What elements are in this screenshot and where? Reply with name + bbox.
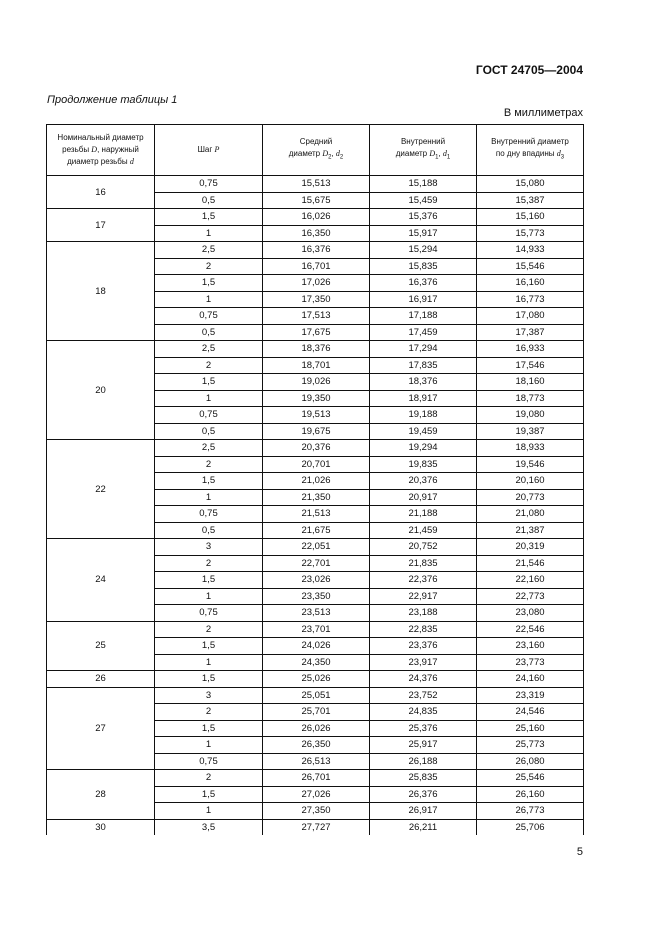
pitch-diameter-cell: 27,727: [263, 819, 370, 835]
pitch-diameter-cell: 21,350: [263, 489, 370, 506]
table-row: [47, 687, 584, 704]
nominal-diameter-cell: 16: [47, 176, 155, 209]
pitch-diameter-cell: 16,376: [263, 242, 370, 259]
minor-diameter-cell: 17,835: [370, 357, 477, 374]
root-diameter-cell: 21,080: [477, 506, 584, 523]
root-diameter-cell: 17,546: [477, 357, 584, 374]
pitch-cell: 0,75: [155, 753, 263, 770]
pitch-cell: 0,75: [155, 407, 263, 424]
pitch-diameter-cell: 26,350: [263, 737, 370, 754]
nominal-diameter-cell: 17: [47, 209, 155, 242]
table-header-row: [47, 125, 584, 176]
pitch-diameter-cell: 26,701: [263, 770, 370, 787]
pitch-cell: 1: [155, 489, 263, 506]
continuation-label: Продолжение таблицы 1: [47, 94, 178, 106]
minor-diameter-cell: 17,459: [370, 324, 477, 341]
pitch-diameter-cell: 27,350: [263, 803, 370, 820]
minor-diameter-cell: 20,917: [370, 489, 477, 506]
pitch-cell: 1: [155, 654, 263, 671]
pitch-cell: 2: [155, 258, 263, 275]
pitch-diameter-cell: 20,376: [263, 440, 370, 457]
pitch-diameter-cell: 17,026: [263, 275, 370, 292]
pitch-cell: 2: [155, 621, 263, 638]
pitch-diameter-cell: 15,513: [263, 176, 370, 193]
root-diameter-cell: 15,546: [477, 258, 584, 275]
table-row: [47, 341, 584, 358]
nominal-diameter-cell: 20: [47, 341, 155, 440]
pitch-cell: 1: [155, 291, 263, 308]
minor-diameter-cell: 16,917: [370, 291, 477, 308]
pitch-cell: 1,5: [155, 209, 263, 226]
minor-diameter-cell: 15,835: [370, 258, 477, 275]
pitch-diameter-cell: 19,675: [263, 423, 370, 440]
table-row: [47, 770, 584, 787]
pitch-diameter-cell: 23,701: [263, 621, 370, 638]
minor-diameter-cell: 25,835: [370, 770, 477, 787]
minor-diameter-cell: 21,188: [370, 506, 477, 523]
root-diameter-cell: 20,319: [477, 539, 584, 556]
nominal-diameter-cell: 27: [47, 687, 155, 770]
pitch-cell: 0,5: [155, 324, 263, 341]
minor-diameter-cell: 17,294: [370, 341, 477, 358]
table-row: [47, 242, 584, 259]
pitch-cell: 2,5: [155, 341, 263, 358]
pitch-diameter-cell: 26,513: [263, 753, 370, 770]
pitch-diameter-cell: 24,350: [263, 654, 370, 671]
units-label: В миллиметрах: [503, 107, 583, 119]
root-diameter-cell: 26,080: [477, 753, 584, 770]
minor-diameter-cell: 15,294: [370, 242, 477, 259]
minor-diameter-cell: 15,917: [370, 225, 477, 242]
root-diameter-cell: 21,387: [477, 522, 584, 539]
table-row: [47, 209, 584, 226]
root-diameter-cell: 18,933: [477, 440, 584, 457]
root-diameter-cell: 14,933: [477, 242, 584, 259]
pitch-cell: 0,75: [155, 308, 263, 325]
minor-diameter-cell: 15,459: [370, 192, 477, 209]
pitch-cell: 1: [155, 588, 263, 605]
root-diameter-cell: 22,546: [477, 621, 584, 638]
minor-diameter-cell: 23,376: [370, 638, 477, 655]
nominal-diameter-cell: 18: [47, 242, 155, 341]
pitch-diameter-cell: 17,675: [263, 324, 370, 341]
pitch-cell: 0,5: [155, 522, 263, 539]
pitch-diameter-cell: 16,350: [263, 225, 370, 242]
nominal-diameter-cell: 25: [47, 621, 155, 671]
nominal-diameter-cell: 30: [47, 819, 155, 835]
nominal-diameter-cell: 26: [47, 671, 155, 688]
pitch-diameter-cell: 18,376: [263, 341, 370, 358]
pitch-diameter-cell: 21,026: [263, 473, 370, 490]
minor-diameter-cell: 19,294: [370, 440, 477, 457]
root-diameter-cell: 25,773: [477, 737, 584, 754]
pitch-cell: 0,75: [155, 605, 263, 622]
root-diameter-cell: 24,546: [477, 704, 584, 721]
minor-diameter-cell: 25,376: [370, 720, 477, 737]
minor-diameter-cell: 19,835: [370, 456, 477, 473]
minor-diameter-cell: 21,835: [370, 555, 477, 572]
pitch-cell: 2: [155, 704, 263, 721]
root-diameter-cell: 16,160: [477, 275, 584, 292]
pitch-cell: 1: [155, 225, 263, 242]
root-diameter-cell: 19,080: [477, 407, 584, 424]
table-row: [47, 621, 584, 638]
pitch-diameter-cell: 23,513: [263, 605, 370, 622]
pitch-cell: 2,5: [155, 242, 263, 259]
header-minor-diameter: Внутренний диаметр $D_1$, $d_1$: [370, 125, 477, 176]
minor-diameter-cell: 26,211: [370, 819, 477, 835]
minor-diameter-cell: 18,376: [370, 374, 477, 391]
pitch-diameter-cell: 18,701: [263, 357, 370, 374]
minor-diameter-cell: 20,752: [370, 539, 477, 556]
table-row: [47, 176, 584, 193]
table-row: [47, 671, 584, 688]
pitch-cell: 3,5: [155, 819, 263, 835]
minor-diameter-cell: 26,188: [370, 753, 477, 770]
pitch-cell: 0,75: [155, 506, 263, 523]
header-pitch: Шаг P: [155, 125, 263, 176]
root-diameter-cell: 26,160: [477, 786, 584, 803]
root-diameter-cell: 24,160: [477, 671, 584, 688]
pitch-diameter-cell: 19,026: [263, 374, 370, 391]
root-diameter-cell: 17,387: [477, 324, 584, 341]
header-pitch-diameter: Средний диаметр $D_2$, $d_2$: [263, 125, 370, 176]
pitch-diameter-cell: 16,026: [263, 209, 370, 226]
pitch-cell: 1,5: [155, 786, 263, 803]
table-body: [47, 176, 584, 836]
pitch-diameter-cell: 21,513: [263, 506, 370, 523]
minor-diameter-cell: 23,188: [370, 605, 477, 622]
pitch-cell: 0,5: [155, 423, 263, 440]
pitch-diameter-cell: 24,026: [263, 638, 370, 655]
minor-diameter-cell: 20,376: [370, 473, 477, 490]
minor-diameter-cell: 26,376: [370, 786, 477, 803]
root-diameter-cell: 15,773: [477, 225, 584, 242]
pitch-cell: 1: [155, 737, 263, 754]
pitch-cell: 0,75: [155, 176, 263, 193]
minor-diameter-cell: 24,376: [370, 671, 477, 688]
root-diameter-cell: 23,160: [477, 638, 584, 655]
pitch-cell: 2: [155, 770, 263, 787]
pitch-diameter-cell: 17,513: [263, 308, 370, 325]
minor-diameter-cell: 22,917: [370, 588, 477, 605]
pitch-cell: 0,5: [155, 192, 263, 209]
root-diameter-cell: 16,773: [477, 291, 584, 308]
pitch-diameter-cell: 27,026: [263, 786, 370, 803]
minor-diameter-cell: 17,188: [370, 308, 477, 325]
pitch-diameter-cell: 22,051: [263, 539, 370, 556]
root-diameter-cell: 21,546: [477, 555, 584, 572]
pitch-diameter-cell: 17,350: [263, 291, 370, 308]
minor-diameter-cell: 24,835: [370, 704, 477, 721]
root-diameter-cell: 25,706: [477, 819, 584, 835]
pitch-cell: 1,5: [155, 473, 263, 490]
pitch-cell: 1,5: [155, 374, 263, 391]
pitch-cell: 1: [155, 390, 263, 407]
root-diameter-cell: 20,160: [477, 473, 584, 490]
root-diameter-cell: 18,773: [477, 390, 584, 407]
root-diameter-cell: 15,160: [477, 209, 584, 226]
nominal-diameter-cell: 28: [47, 770, 155, 820]
page-number: 5: [576, 846, 583, 858]
root-diameter-cell: 23,773: [477, 654, 584, 671]
table-row: [47, 539, 584, 556]
pitch-cell: 1,5: [155, 572, 263, 589]
table-row: [47, 440, 584, 457]
pitch-cell: 1: [155, 803, 263, 820]
thread-diameter-table: [46, 124, 584, 835]
pitch-cell: 1,5: [155, 671, 263, 688]
header-nominal-diameter: Номинальный диаметр резьбы D, наружный диаметр резьбы d: [47, 125, 155, 176]
pitch-diameter-cell: 23,026: [263, 572, 370, 589]
minor-diameter-cell: 15,376: [370, 209, 477, 226]
minor-diameter-cell: 21,459: [370, 522, 477, 539]
minor-diameter-cell: 23,917: [370, 654, 477, 671]
pitch-cell: 1,5: [155, 638, 263, 655]
pitch-diameter-cell: 15,675: [263, 192, 370, 209]
root-diameter-cell: 23,319: [477, 687, 584, 704]
minor-diameter-cell: 26,917: [370, 803, 477, 820]
root-diameter-cell: 23,080: [477, 605, 584, 622]
header-root-diameter: Внутренний диаметр по дну впадины $d_3$: [477, 125, 584, 176]
pitch-diameter-cell: 25,701: [263, 704, 370, 721]
document-code: ГОСТ 24705—2004: [475, 63, 583, 77]
pitch-diameter-cell: 21,675: [263, 522, 370, 539]
minor-diameter-cell: 23,752: [370, 687, 477, 704]
root-diameter-cell: 25,160: [477, 720, 584, 737]
nominal-diameter-cell: 22: [47, 440, 155, 539]
root-diameter-cell: 15,387: [477, 192, 584, 209]
pitch-cell: 2: [155, 555, 263, 572]
root-diameter-cell: 20,773: [477, 489, 584, 506]
pitch-diameter-cell: 22,701: [263, 555, 370, 572]
minor-diameter-cell: 16,376: [370, 275, 477, 292]
minor-diameter-cell: 22,835: [370, 621, 477, 638]
pitch-diameter-cell: 19,513: [263, 407, 370, 424]
pitch-cell: 1,5: [155, 275, 263, 292]
pitch-diameter-cell: 20,701: [263, 456, 370, 473]
root-diameter-cell: 16,933: [477, 341, 584, 358]
root-diameter-cell: 25,546: [477, 770, 584, 787]
minor-diameter-cell: 19,188: [370, 407, 477, 424]
pitch-cell: 2,5: [155, 440, 263, 457]
root-diameter-cell: 17,080: [477, 308, 584, 325]
nominal-diameter-cell: 24: [47, 539, 155, 622]
minor-diameter-cell: 25,917: [370, 737, 477, 754]
root-diameter-cell: 19,387: [477, 423, 584, 440]
pitch-diameter-cell: 25,026: [263, 671, 370, 688]
pitch-diameter-cell: 25,051: [263, 687, 370, 704]
minor-diameter-cell: 18,917: [370, 390, 477, 407]
minor-diameter-cell: 15,188: [370, 176, 477, 193]
root-diameter-cell: 19,546: [477, 456, 584, 473]
pitch-cell: 2: [155, 357, 263, 374]
pitch-cell: 3: [155, 539, 263, 556]
pitch-diameter-cell: 19,350: [263, 390, 370, 407]
pitch-cell: 2: [155, 456, 263, 473]
minor-diameter-cell: 19,459: [370, 423, 477, 440]
pitch-cell: 1,5: [155, 720, 263, 737]
root-diameter-cell: 22,160: [477, 572, 584, 589]
pitch-diameter-cell: 26,026: [263, 720, 370, 737]
table-row: [47, 819, 584, 835]
root-diameter-cell: 22,773: [477, 588, 584, 605]
pitch-cell: 3: [155, 687, 263, 704]
root-diameter-cell: 15,080: [477, 176, 584, 193]
root-diameter-cell: 18,160: [477, 374, 584, 391]
pitch-diameter-cell: 16,701: [263, 258, 370, 275]
root-diameter-cell: 26,773: [477, 803, 584, 820]
pitch-diameter-cell: 23,350: [263, 588, 370, 605]
minor-diameter-cell: 22,376: [370, 572, 477, 589]
